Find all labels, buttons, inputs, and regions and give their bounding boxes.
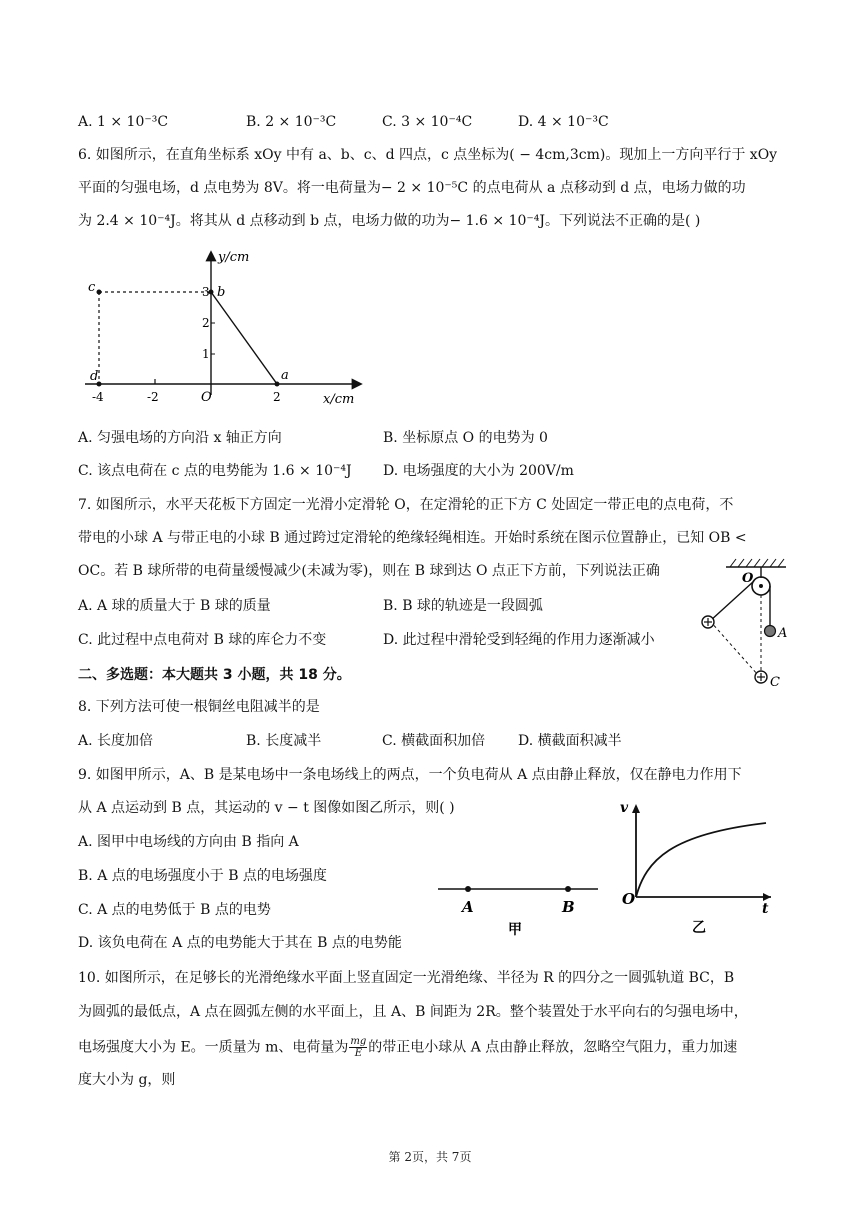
- q6-stem-line3: 为 2.4 × 10⁻⁴J。将其从 d 点移动到 b 点，电场力做的功为− 1.6 × 10⁻⁴J。下列说法不正确的是( ): [78, 213, 701, 229]
- ball-a: [765, 626, 776, 637]
- caption-yi: 乙: [692, 920, 706, 936]
- q10-stem-line3: [78, 1036, 737, 1059]
- q7-option-b: B. B 球的轨迹是一段圆弧: [383, 598, 543, 614]
- label-a: A: [462, 898, 474, 916]
- point-b: [565, 886, 571, 892]
- origin-label: O: [201, 390, 212, 405]
- line-ba: [211, 292, 277, 384]
- label-t: t: [762, 901, 769, 917]
- q5-option-d: D. 4 × 10⁻³C: [518, 114, 609, 130]
- q8-option-b: B. 长度减半: [246, 733, 322, 749]
- q8-option-d: D. 横截面积减半: [518, 733, 622, 749]
- q5-option-c: C. 3 × 10⁻⁴C: [382, 114, 473, 130]
- label-v: v: [620, 800, 629, 816]
- q9-option-d: D. 该负电荷在 A 点的电势能大于其在 B 点的电势能: [78, 935, 402, 951]
- q6-stem-line1: 6. 如图所示，在直角坐标系 xOy 中有 a、b、c、d 四点，c 点坐标为( − 4cm,3cm)。现加上一方向平行于 xOy: [78, 147, 778, 163]
- q10-fraction-numerator: mg: [350, 1036, 367, 1047]
- q5-option-a: A. 1 × 10⁻³C: [78, 114, 169, 130]
- q6-coordinate-figure: [80, 245, 370, 410]
- x-axis-label: x/cm: [323, 392, 355, 407]
- q10-fraction: [349, 1036, 367, 1059]
- q10-line3-part2: 的带正电小球从 A 点由静止释放，忽略空气阻力，重力加速: [368, 1039, 738, 1056]
- q6-stem-line2: 平面的匀强电场，d 点电势为 8V。将一电荷量为− 2 × 10⁻⁵C 的点电荷从 a 点移动到 d 点，电场力做的功: [78, 180, 746, 196]
- page-footer: 第 2页，共 7页: [388, 1150, 472, 1164]
- point-a: [275, 382, 280, 387]
- y-tick-1: 1: [202, 347, 210, 361]
- label-c: C: [770, 675, 780, 690]
- y-tick-3: 3: [202, 285, 210, 299]
- q9-option-a: A. 图甲中电场线的方向由 B 指向 A: [78, 834, 299, 850]
- label-b: B: [562, 898, 575, 916]
- q6-option-b: B. 坐标原点 O 的电势为 0: [383, 430, 548, 446]
- q7-stem-line3: OC。若 B 球所带的电荷量缓慢减少(未减为零)，则在 B 球到达 O 点正下方前，下列说法正确: [78, 563, 660, 579]
- q9-option-c: C. A 点的电势低于 B 点的电势: [78, 902, 271, 918]
- q6-option-d: D. 电场强度的大小为 200V/m: [383, 463, 574, 479]
- label-a: a: [281, 368, 289, 383]
- q7-option-d: D. 此过程中滑轮受到轻绳的作用力逐渐减小: [383, 632, 655, 648]
- label-o: O: [742, 571, 754, 586]
- q7-option-c: C. 此过程中点电荷对 B 球的库仑力不变: [78, 632, 327, 648]
- q9-stem-line2: 从 A 点运动到 B 点，其运动的 v − t 图像如图乙所示，则( ): [78, 800, 455, 816]
- x-tick-neg2: -2: [147, 390, 159, 404]
- q8-option-a: A. 长度加倍: [78, 733, 154, 749]
- label-a: A: [778, 626, 788, 641]
- x-tick-neg4: -4: [92, 390, 104, 404]
- q5-option-b: B. 2 × 10⁻³C: [246, 114, 337, 130]
- v-t-curve: [636, 823, 766, 897]
- point-a: [465, 886, 471, 892]
- label-d: d: [90, 369, 99, 384]
- y-tick-2: 2: [202, 316, 210, 330]
- q7-pulley-figure: [686, 555, 796, 695]
- q8-option-c: C. 横截面积加倍: [382, 733, 486, 749]
- point-c: [97, 290, 102, 295]
- y-axis-label: y/cm: [218, 250, 250, 265]
- x-tick-2: 2: [273, 390, 281, 404]
- q10-stem-line4: 度大小为 g，则: [78, 1072, 176, 1088]
- section-heading-multiple-choice: 二、多选题：本大题共 3 小题，共 18 分。: [78, 667, 351, 683]
- caption-jia: 甲: [508, 922, 522, 938]
- q6-option-a: A. 匀强电场的方向沿 x 轴正方向: [78, 430, 282, 446]
- q10-stem-line1: 10. 如图所示，在足够长的光滑绝缘水平面上竖直固定一光滑绝缘、半径为 R 的四分之一圆弧轨道 BC，B: [78, 970, 735, 986]
- label-o: O: [622, 890, 636, 908]
- q9-figure-yi: [616, 798, 786, 943]
- q10-line3-part1: 电场强度大小为 E。一质量为 m、电荷量为: [78, 1039, 349, 1056]
- label-c: c: [88, 280, 96, 295]
- q10-stem-line2: 为圆弧的最低点，A 点在圆弧左侧的水平面上，且 A、B 间距为 2R。整个装置处于水平向右的匀强电场中，: [78, 1004, 748, 1020]
- q7-stem-line1: 7. 如图所示，水平天花板下方固定一光滑小定滑轮 O，在定滑轮的正下方 C 处固定一带正电的点电荷，不: [78, 497, 734, 513]
- q9-stem-line1: 9. 如图甲所示，A、B 是某电场中一条电场线上的两点，一个负电荷从 A 点由静止释放，仅在静电力作用下: [78, 767, 742, 783]
- q6-option-c: C. 该点电荷在 c 点的电势能为 1.6 × 10⁻⁴J: [78, 463, 352, 479]
- label-b: b: [217, 285, 226, 300]
- q8-stem: 8. 下列方法可使一根铜丝电阻减半的是: [78, 699, 320, 715]
- q9-figure-jia: [436, 870, 601, 940]
- q10-fraction-denominator: E: [354, 1048, 362, 1059]
- q7-stem-line2: 带电的小球 A 与带正电的小球 B 通过跨过定滑轮的绝缘轻绳相连。开始时系统在图示位置静止，已知 OB <: [78, 530, 747, 546]
- q9-option-b: B. A 点的电场强度小于 B 点的电场强度: [78, 868, 327, 884]
- q7-option-a: A. A 球的质量大于 B 球的质量: [78, 598, 271, 614]
